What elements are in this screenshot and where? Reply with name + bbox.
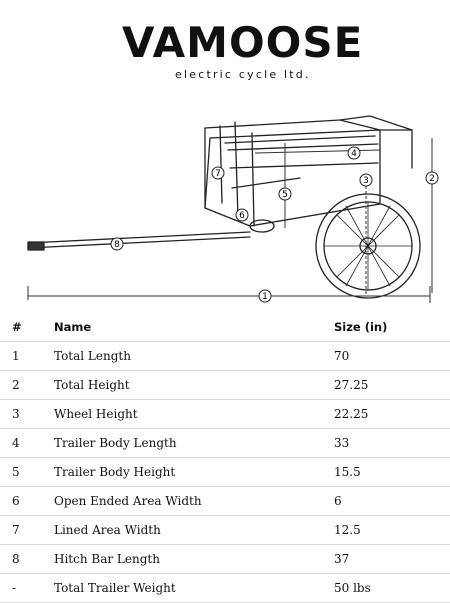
table-row <box>0 574 450 603</box>
dimension-body-length <box>255 150 380 153</box>
callout-2 <box>426 172 438 184</box>
row-size: 12.5 <box>334 523 361 537</box>
row-name: Total Trailer Weight <box>54 581 176 595</box>
callout-1 <box>259 290 271 302</box>
table-row <box>0 342 450 371</box>
row-number: 8 <box>12 552 20 566</box>
row-number: - <box>12 581 17 595</box>
svg-text:8: 8 <box>114 240 120 250</box>
row-size: 22.25 <box>334 407 369 421</box>
svg-text:5: 5 <box>282 190 288 200</box>
svg-text:1: 1 <box>262 292 268 302</box>
row-name: Wheel Height <box>54 407 138 421</box>
row-size: 70 <box>334 349 350 363</box>
callout-8 <box>111 238 123 250</box>
hitch-grip <box>28 242 44 250</box>
row-name: Total Length <box>54 349 131 363</box>
row-number: 3 <box>12 407 20 421</box>
table-row <box>0 400 450 429</box>
svg-text:2: 2 <box>429 174 435 184</box>
callout-3 <box>360 174 372 186</box>
dimension-total-length <box>28 286 430 303</box>
table-row <box>0 458 450 487</box>
row-name: Trailer Body Height <box>54 465 176 479</box>
row-name: Open Ended Area Width <box>54 494 202 508</box>
table-row <box>0 487 450 516</box>
svg-text:4: 4 <box>351 149 357 159</box>
row-size: 6 <box>334 494 342 508</box>
row-name: Total Height <box>54 378 130 392</box>
callout-5 <box>279 188 291 200</box>
row-number: 4 <box>12 436 20 450</box>
row-number: 2 <box>12 378 20 392</box>
callout-4 <box>348 147 360 159</box>
row-size: 27.25 <box>334 378 369 392</box>
trailer-dimension-diagram <box>0 108 450 313</box>
row-number: 7 <box>12 523 20 537</box>
hitch-bar <box>28 232 250 243</box>
row-size: 37 <box>334 552 350 566</box>
callout-6 <box>236 209 248 221</box>
table-row <box>0 516 450 545</box>
table-row <box>0 371 450 400</box>
table-row <box>0 545 450 574</box>
row-size: 33 <box>334 436 350 450</box>
svg-text:6: 6 <box>239 211 245 221</box>
callout-7 <box>212 167 224 179</box>
brand-logo <box>0 14 450 84</box>
brand-tagline: electric cycle ltd. <box>175 68 311 81</box>
header-size: Size (in) <box>334 320 388 334</box>
row-size: 50 lbs <box>334 581 371 595</box>
row-number: 1 <box>12 349 20 363</box>
svg-text:7: 7 <box>215 169 221 179</box>
brand-name: VAMOOSE <box>122 18 364 67</box>
row-name: Trailer Body Length <box>54 436 177 450</box>
header-number: # <box>12 320 22 334</box>
header-name: Name <box>54 320 92 334</box>
row-name: Hitch Bar Length <box>54 552 160 566</box>
table-header-row <box>0 313 450 342</box>
dimensions-table <box>0 313 450 603</box>
row-name: Lined Area Width <box>54 523 161 537</box>
row-size: 15.5 <box>334 465 361 479</box>
table-row <box>0 429 450 458</box>
row-number: 5 <box>12 465 20 479</box>
svg-text:3: 3 <box>363 176 369 186</box>
row-number: 6 <box>12 494 20 508</box>
